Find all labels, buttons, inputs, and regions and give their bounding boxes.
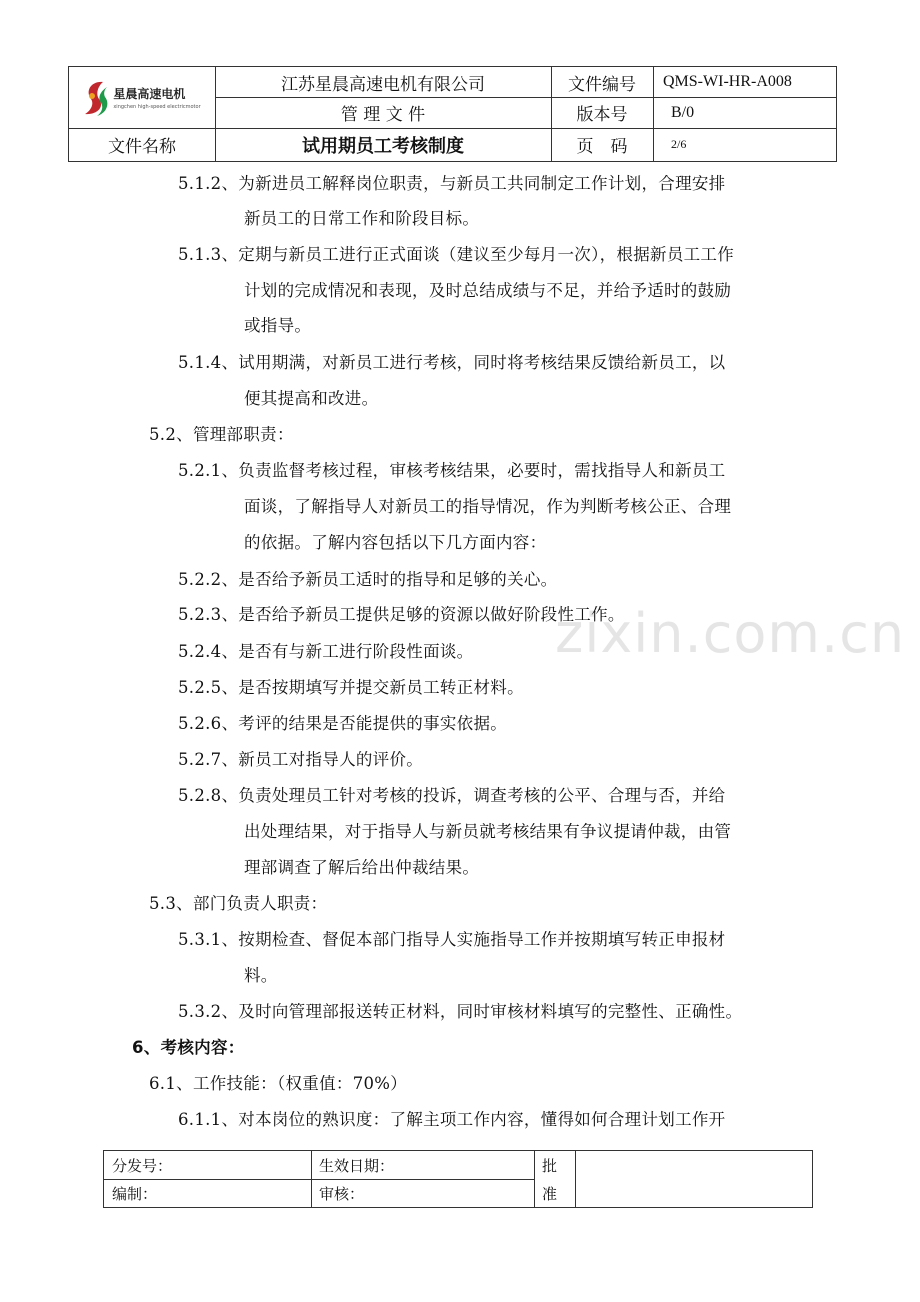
distribution-number-label: 分发号： xyxy=(112,1156,173,1175)
effective-date-label: 生效日期： xyxy=(319,1156,395,1175)
page-number: 2/6 xyxy=(671,137,687,151)
company-name: 江苏星晨高速电机有限公司 xyxy=(281,74,485,95)
clause-5-2-5: 5.2.5、是否按期填写并提交新员工转正材料。 xyxy=(178,678,524,697)
clause-5-2-3: 5.2.3、是否给予新员工提供足够的资源以做好阶段性工作。 xyxy=(178,605,625,624)
logo-name-cn: 星晨高速电机 xyxy=(113,87,186,101)
clause-6-1-1: 6.1.1、对本岗位的熟识度：了解主项工作内容，懂得如何合理计划工作开 xyxy=(178,1110,726,1129)
version-value: B/0 xyxy=(671,103,695,121)
version-label: 版本号 xyxy=(576,105,628,125)
doc-number-value: QMS-WI-HR-A008 xyxy=(663,73,792,90)
clause-5-2-1-cont: 面谈，了解指导人对新员工的指导情况，作为判断考核公正、合理 xyxy=(244,497,732,516)
document-type: 管 理 文 件 xyxy=(340,105,426,125)
clause-5-1-2-cont: 新员工的日常工作和阶段目标。 xyxy=(244,209,480,228)
clause-5-3-2: 5.3.2、及时向管理部报送转正材料，同时审核材料填写的完整性、正确性。 xyxy=(178,1002,743,1021)
clause-5-2-2: 5.2.2、是否给予新员工适时的指导和足够的关心。 xyxy=(178,570,558,589)
clause-5-2-1-cont2: 的依据。了解内容包括以下几方面内容： xyxy=(244,533,547,552)
approval-label-top: 批 xyxy=(542,1156,558,1175)
approval-label-bottom: 准 xyxy=(542,1184,558,1203)
clause-5-1-4: 5.1.4、试用期满，对新员工进行考核，同时将考核结果反馈给新员工，以 xyxy=(178,353,726,372)
clause-5-2-8: 5.2.8、负责处理员工针对考核的投诉，调查考核的公平、合理与否，并给 xyxy=(178,786,726,805)
file-name-label: 文件名称 xyxy=(108,137,176,157)
clause-5-1-3: 5.1.3、定期与新员工进行正式面谈（建议至少每月一次），根据新员工工作 xyxy=(178,245,735,264)
clause-5-1-4-cont: 便其提高和改进。 xyxy=(244,389,379,408)
clause-5-3-1-cont: 料。 xyxy=(244,966,278,985)
logo-name-en: xingchen high-speed electricmotor xyxy=(113,104,201,110)
logo-swirl-icon xyxy=(83,79,109,117)
reviewer-label: 审核： xyxy=(319,1184,365,1203)
section-6-1: 6.1、工作技能：（权重值：70%） xyxy=(149,1074,408,1093)
clause-5-3-1: 5.3.1、按期检查、督促本部门指导人实施指导工作并按期填写转正申报材 xyxy=(178,930,726,949)
section-6-heading: 6、考核内容： xyxy=(132,1038,245,1057)
doc-number-label: 文件编号 xyxy=(568,74,636,95)
clause-5-2-1: 5.2.1、负责监督考核过程，审核考核结果，必要时，需找指导人和新员工 xyxy=(178,461,726,480)
clause-5-2-8-cont2: 理部调查了解后给出仲裁结果。 xyxy=(244,858,480,877)
clause-5-2-4: 5.2.4、是否有与新工进行阶段性面谈。 xyxy=(178,642,474,661)
section-5-3: 5.3、部门负责人职责： xyxy=(149,894,328,913)
document-footer-table xyxy=(103,1150,813,1208)
page-label: 页 码 xyxy=(576,137,628,157)
document-header-table xyxy=(68,66,837,162)
clause-5-1-3-cont: 计划的完成情况和表现，及时总结成绩与不足，并给予适时的鼓励 xyxy=(244,281,732,300)
company-logo xyxy=(69,67,215,128)
editor-label: 编制： xyxy=(112,1184,158,1203)
clause-5-2-6: 5.2.6、考评的结果是否能提供的事实依据。 xyxy=(178,714,508,733)
watermark: zixin.com.cn xyxy=(555,602,906,665)
section-5-2: 5.2、管理部职责： xyxy=(149,425,294,444)
clause-5-1-3-cont2: 或指导。 xyxy=(244,316,312,335)
clause-5-2-7: 5.2.7、新员工对指导人的评价。 xyxy=(178,750,424,769)
approval-signature-area xyxy=(575,1151,811,1207)
clause-5-2-8-cont: 出处理结果，对于指导人与新员就考核结果有争议提请仲裁，由管 xyxy=(244,822,732,841)
file-name-value: 试用期员工考核制度 xyxy=(302,135,464,157)
clause-5-1-2: 5.1.2、为新进员工解释岗位职责，与新员工共同制定工作计划，合理安排 xyxy=(178,174,726,193)
